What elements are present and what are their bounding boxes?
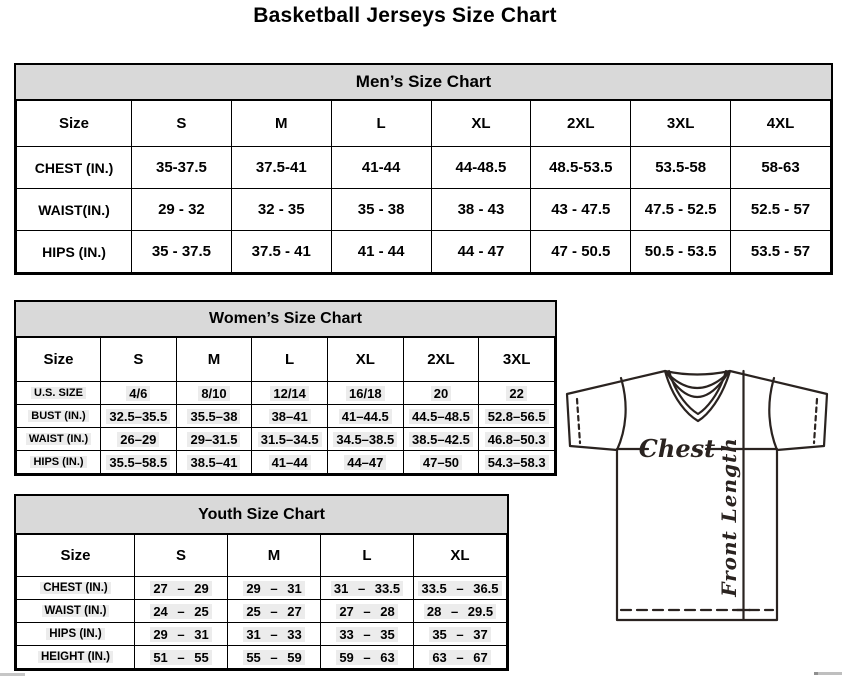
column-header-cell: S xyxy=(132,101,232,147)
row-label-cell: HIPS (IN.) xyxy=(17,231,132,273)
size-value-cell: 41–44 xyxy=(252,451,328,474)
row-label-cell: CHEST (IN.) xyxy=(17,577,135,600)
size-value-cell: 38.5–42.5 xyxy=(403,428,479,451)
size-value-cell: 52.8–56.5 xyxy=(479,405,555,428)
size-value-cell: 52.5 - 57 xyxy=(731,189,831,231)
page-title: Basketball Jerseys Size Chart xyxy=(253,4,557,27)
column-header-cell: 2XL xyxy=(531,101,631,147)
womens-table-title: Women’s Size Chart xyxy=(16,302,555,337)
size-value-cell: 47.5 - 52.5 xyxy=(631,189,731,231)
size-value-cell: 35.5–38 xyxy=(176,405,252,428)
table-row xyxy=(17,147,831,189)
column-header-cell: S xyxy=(101,338,177,382)
size-value-cell: 33 – 35 xyxy=(321,623,414,646)
right-armhole-seam xyxy=(769,378,777,450)
size-value-cell: 32 - 35 xyxy=(231,189,331,231)
size-value-cell: 29 - 32 xyxy=(132,189,232,231)
column-header-cell: Size xyxy=(17,101,132,147)
size-value-cell: 33.5 – 36.5 xyxy=(414,577,507,600)
column-header-cell: L xyxy=(252,338,328,382)
row-label-cell: U.S. SIZE xyxy=(17,382,101,405)
size-value-cell: 37.5-41 xyxy=(231,147,331,189)
size-value-cell: 35 - 37.5 xyxy=(132,231,232,273)
size-value-cell: 35 – 37 xyxy=(414,623,507,646)
size-value-cell: 48.5-53.5 xyxy=(531,147,631,189)
table-row xyxy=(17,600,507,623)
size-value-cell: 38 - 43 xyxy=(431,189,531,231)
mens-size-chart-section xyxy=(14,63,833,275)
column-header-cell: Size xyxy=(17,338,101,382)
size-value-cell: 53.5 - 57 xyxy=(731,231,831,273)
size-value-cell: 44-48.5 xyxy=(431,147,531,189)
size-value-cell: 46.8–50.3 xyxy=(479,428,555,451)
womens-size-table xyxy=(16,337,555,474)
womens-size-chart-section xyxy=(14,300,557,476)
right-cuff-dashed-line xyxy=(814,399,817,443)
row-label-cell: BUST (IN.) xyxy=(17,405,101,428)
size-value-cell: 50.5 - 53.5 xyxy=(631,231,731,273)
size-value-cell: 38.5–41 xyxy=(176,451,252,474)
left-cuff-dashed-line xyxy=(577,399,580,443)
youth-size-chart-section xyxy=(14,494,509,671)
row-label-cell: WAIST (IN.) xyxy=(17,428,101,451)
size-value-cell: 47–50 xyxy=(403,451,479,474)
front-length-label: Front Length xyxy=(717,437,741,597)
table-row xyxy=(17,623,507,646)
size-value-cell: 59 – 63 xyxy=(321,646,414,669)
size-value-cell: 41-44 xyxy=(331,147,431,189)
size-value-cell: 27 – 29 xyxy=(135,577,228,600)
mens-table-title: Men’s Size Chart xyxy=(16,65,831,100)
row-label-cell: HIPS (IN.) xyxy=(17,623,135,646)
size-value-cell: 63 – 67 xyxy=(414,646,507,669)
row-label-cell: WAIST (IN.) xyxy=(17,600,135,623)
size-value-cell: 44.5–48.5 xyxy=(403,405,479,428)
size-value-cell: 34.5–38.5 xyxy=(327,428,403,451)
size-value-cell: 53.5-58 xyxy=(631,147,731,189)
size-value-cell: 12/14 xyxy=(252,382,328,405)
table-row xyxy=(17,231,831,273)
size-value-cell: 8/10 xyxy=(176,382,252,405)
size-value-cell: 16/18 xyxy=(327,382,403,405)
vneck-inner-curve xyxy=(669,371,726,414)
size-value-cell: 35 - 38 xyxy=(331,189,431,231)
mens-size-table xyxy=(16,100,831,273)
size-value-cell: 31.5–34.5 xyxy=(252,428,328,451)
row-label-cell: HEIGHT (IN.) xyxy=(17,646,135,669)
row-label-cell: HIPS (IN.) xyxy=(17,451,101,474)
table-row xyxy=(17,577,507,600)
size-value-cell: 32.5–35.5 xyxy=(101,405,177,428)
scrollbar-fragment-left xyxy=(0,673,25,676)
column-header-cell: Size xyxy=(17,535,135,577)
size-value-cell: 26–29 xyxy=(101,428,177,451)
table-row xyxy=(17,451,555,474)
size-value-cell: 58-63 xyxy=(731,147,831,189)
size-value-cell: 51 – 55 xyxy=(135,646,228,669)
column-header-row xyxy=(17,535,507,577)
table-row xyxy=(17,189,831,231)
left-armhole-seam xyxy=(617,378,626,450)
size-value-cell: 35.5–58.5 xyxy=(101,451,177,474)
size-value-cell: 29–31.5 xyxy=(176,428,252,451)
collar-band-arc-2 xyxy=(667,373,728,397)
row-label-cell: WAIST(IN.) xyxy=(17,189,132,231)
size-value-cell: 43 - 47.5 xyxy=(531,189,631,231)
row-label-cell: CHEST (IN.) xyxy=(17,147,132,189)
size-value-cell: 29 – 31 xyxy=(135,623,228,646)
size-value-cell: 22 xyxy=(479,382,555,405)
table-row xyxy=(17,382,555,405)
size-value-cell: 37.5 - 41 xyxy=(231,231,331,273)
size-value-cell: 29 – 31 xyxy=(228,577,321,600)
column-header-row xyxy=(17,101,831,147)
size-value-cell: 55 – 59 xyxy=(228,646,321,669)
size-value-cell: 41 - 44 xyxy=(331,231,431,273)
column-header-cell: M xyxy=(231,101,331,147)
column-header-cell: 3XL xyxy=(631,101,731,147)
column-header-cell: M xyxy=(176,338,252,382)
size-value-cell: 47 - 50.5 xyxy=(531,231,631,273)
size-value-cell: 44 - 47 xyxy=(431,231,531,273)
size-value-cell: 31 – 33 xyxy=(228,623,321,646)
column-header-cell: 3XL xyxy=(479,338,555,382)
size-value-cell: 25 – 27 xyxy=(228,600,321,623)
column-header-cell: XL xyxy=(327,338,403,382)
column-header-cell: S xyxy=(135,535,228,577)
size-value-cell: 24 – 25 xyxy=(135,600,228,623)
size-value-cell: 38–41 xyxy=(252,405,328,428)
size-value-cell: 28 – 29.5 xyxy=(414,600,507,623)
column-header-row xyxy=(17,338,555,382)
size-value-cell: 41–44.5 xyxy=(327,405,403,428)
jersey-outline xyxy=(567,371,827,620)
size-value-cell: 54.3–58.3 xyxy=(479,451,555,474)
column-header-cell: 2XL xyxy=(403,338,479,382)
column-header-cell: L xyxy=(331,101,431,147)
table-row xyxy=(17,405,555,428)
table-row xyxy=(17,428,555,451)
size-value-cell: 44–47 xyxy=(327,451,403,474)
size-value-cell: 35-37.5 xyxy=(132,147,232,189)
table-row xyxy=(17,646,507,669)
size-value-cell: 4/6 xyxy=(101,382,177,405)
column-header-cell: M xyxy=(228,535,321,577)
column-header-cell: XL xyxy=(414,535,507,577)
column-header-cell: L xyxy=(321,535,414,577)
size-value-cell: 20 xyxy=(403,382,479,405)
youth-size-table xyxy=(16,534,507,669)
size-value-cell: 31 – 33.5 xyxy=(321,577,414,600)
jersey-measurement-diagram xyxy=(557,358,829,630)
youth-table-title: Youth Size Chart xyxy=(16,496,507,534)
chest-label: Chest xyxy=(638,434,716,463)
size-value-cell: 27 – 28 xyxy=(321,600,414,623)
column-header-cell: XL xyxy=(431,101,531,147)
column-header-cell: 4XL xyxy=(731,101,831,147)
scrollbar-fragment-right xyxy=(814,672,842,675)
